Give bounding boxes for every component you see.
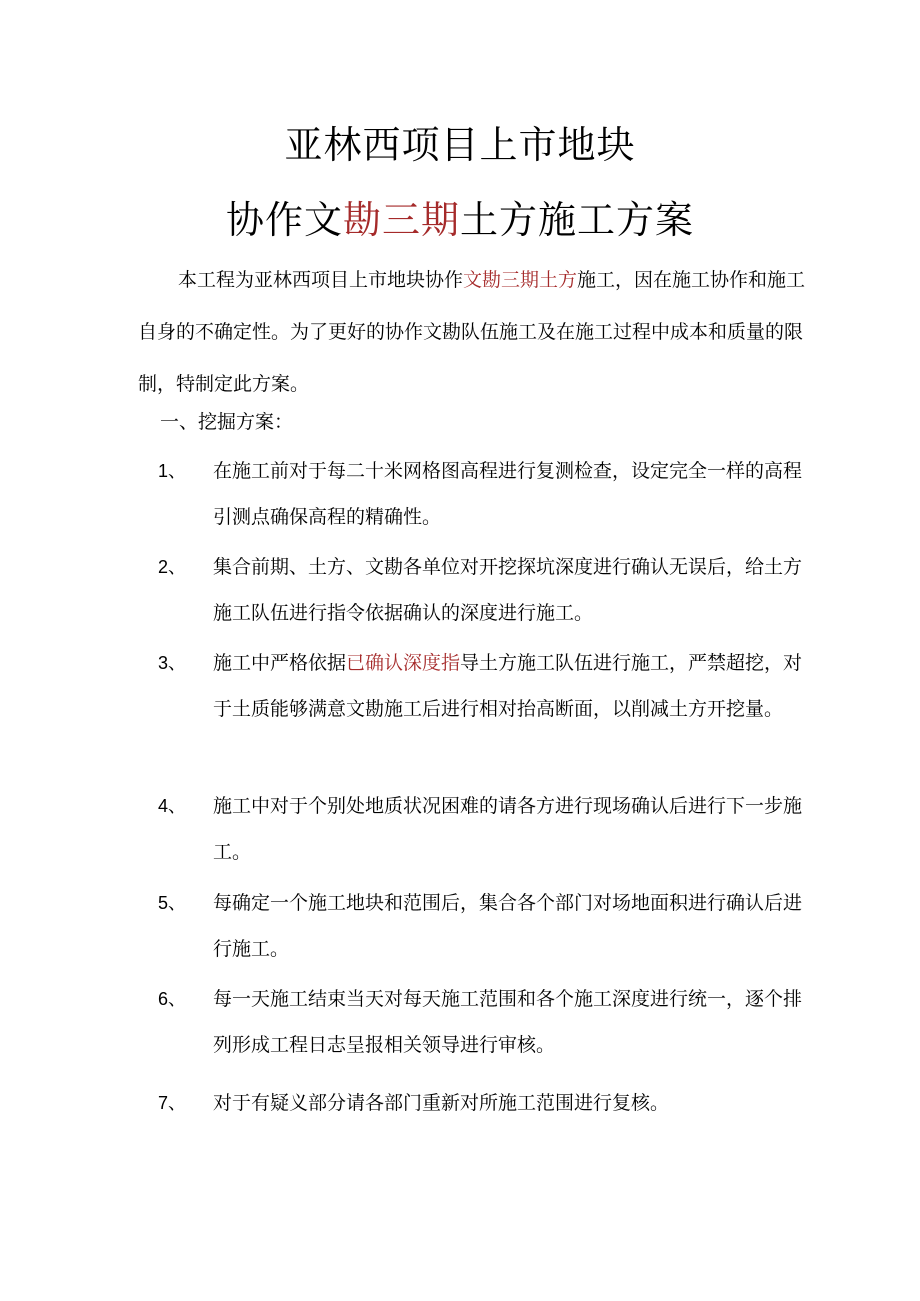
list-item-text: 对于有疑义部分请各部门重新对所施工范围进行复核。 bbox=[213, 1092, 670, 1114]
list-item-text-part1: 施工中严格依据 bbox=[213, 652, 347, 674]
list-item-text bbox=[213, 640, 808, 732]
list-item-text: 施工中对于个别处地质状况困难的请各方进行现场确认后进行下一步施工。 bbox=[213, 795, 803, 863]
list-item-number: 3、 bbox=[158, 653, 187, 673]
section-heading: 一、挖掘方案： bbox=[160, 411, 294, 433]
list-item-number: 1、 bbox=[158, 461, 187, 481]
intro-part2: 施工，因在施工协作和施工自身的不确定性。为了更好的协作文勘队伍施工及在施工过程中成本和质量的限制，特制定此方案。 bbox=[138, 269, 806, 395]
list-item-text: 每一天施工结束当天对每天施工范围和各个施工深度进行统一，逐个排列形成工程日志呈报相关领导进行审核。 bbox=[213, 988, 803, 1056]
intro-highlight: 文勘三期土方 bbox=[463, 269, 578, 291]
list-item-text: 每确定一个施工地块和范围后，集合各个部门对场地面积进行确认后进行施工。 bbox=[213, 892, 803, 960]
list-item-number: 7、 bbox=[158, 1093, 187, 1113]
document-title-line2 bbox=[0, 192, 920, 248]
title-line2-part2: 土方施工方案 bbox=[460, 198, 695, 242]
list-item-text-part2: 导土方施工队伍进行施工，严禁超挖，对于土质能够满意文勘施工后进行相对抬高断面，以削减土方开挖量。 bbox=[213, 652, 803, 720]
list-item-text: 集合前期、土方、文勘各单位对开挖探坑深度进行确认无误后，给土方施工队伍进行指令依据确认的深度进行施工。 bbox=[213, 556, 803, 624]
list-item-number: 5、 bbox=[158, 893, 187, 913]
title-line2-highlight: 勘三期 bbox=[342, 198, 460, 242]
list-item-number: 6、 bbox=[158, 989, 187, 1009]
intro-paragraph bbox=[138, 254, 818, 410]
list-item-number: 2、 bbox=[158, 557, 187, 577]
list-item-number: 4、 bbox=[158, 796, 187, 816]
document-title-line1: 亚林西项目上市地块 bbox=[284, 123, 636, 167]
intro-part1: 本工程为亚林西项目上市地块协作 bbox=[178, 269, 464, 291]
list-item-text-highlight: 已确认深度指 bbox=[346, 652, 461, 674]
list-item-text: 在施工前对于每二十米网格图高程进行复测检查，设定完全一样的高程引测点确保高程的精确性。 bbox=[213, 460, 803, 528]
title-line2-part1: 协作文 bbox=[225, 198, 343, 242]
